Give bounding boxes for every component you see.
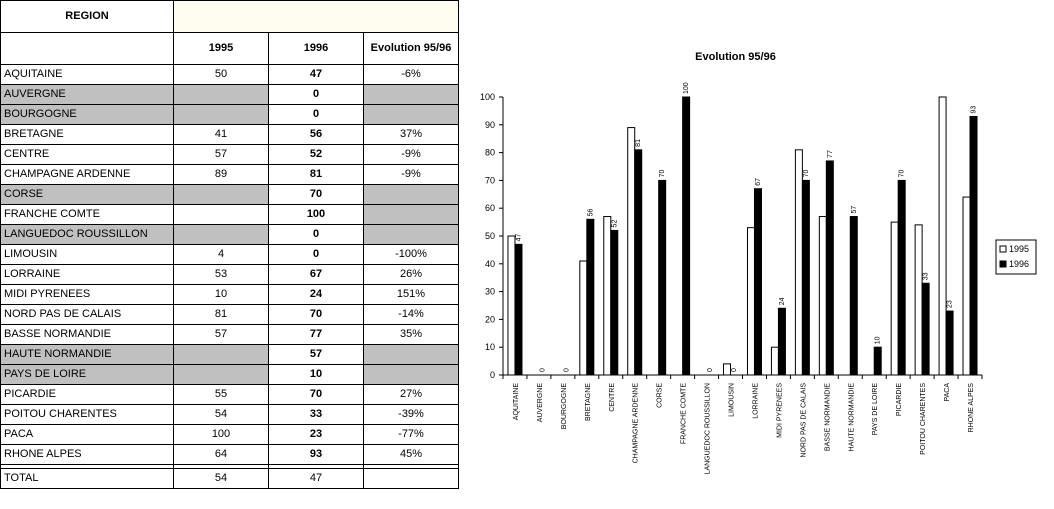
cell-1996: 0 xyxy=(269,85,364,105)
data-label-1996: 23 xyxy=(946,300,954,309)
cell-region: LORRAINE xyxy=(1,265,174,285)
cell-region: RHONE ALPES xyxy=(1,445,174,465)
header-empty xyxy=(1,33,174,65)
cell-1995: 64 xyxy=(174,445,269,465)
cell-region: CHAMPAGNE ARDENNE xyxy=(1,165,174,185)
cell-1996: 70 xyxy=(269,305,364,325)
y-tick-label: 10 xyxy=(484,342,495,353)
cell-evolution: 37% xyxy=(364,125,459,145)
bar-1995 xyxy=(771,347,778,375)
table-row xyxy=(1,205,459,225)
cell-1996: 23 xyxy=(269,425,364,445)
cell-region: NORD PAS DE CALAIS xyxy=(1,305,174,325)
total-1996: 47 xyxy=(269,469,364,489)
header-1996: 1996 xyxy=(269,33,364,65)
total-evolution xyxy=(364,469,459,489)
data-label-1996: 33 xyxy=(922,272,930,281)
cell-evolution xyxy=(364,185,459,205)
y-tick-label: 60 xyxy=(484,203,495,214)
data-label-1996: 70 xyxy=(659,169,667,178)
legend-swatch-1996 xyxy=(1000,261,1006,267)
category-label: LORRAINE xyxy=(752,383,760,419)
cell-1996: 77 xyxy=(269,325,364,345)
category-label: LANGUEDOC ROUSSILLON xyxy=(704,383,712,475)
bar-1996 xyxy=(635,150,642,375)
cell-region: FRANCHE COMTE xyxy=(1,205,174,225)
legend-label-1996: 1996 xyxy=(1009,259,1030,269)
cell-evolution: 151% xyxy=(364,285,459,305)
cell-1996: 0 xyxy=(269,245,364,265)
cell-1996: 67 xyxy=(269,265,364,285)
cell-1996: 24 xyxy=(269,285,364,305)
cell-evolution: 35% xyxy=(364,325,459,345)
bar-1996 xyxy=(802,180,809,375)
table-row xyxy=(1,385,459,405)
data-label-1996: 24 xyxy=(778,297,786,306)
cell-evolution: 45% xyxy=(364,445,459,465)
total-row xyxy=(1,469,459,489)
data-label-1996: 57 xyxy=(850,205,858,214)
table-row xyxy=(1,165,459,185)
category-label: BOURGOGNE xyxy=(560,383,568,430)
bar-1995 xyxy=(963,197,970,375)
table-row xyxy=(1,225,459,245)
header-row-region xyxy=(1,1,459,33)
bar-1996 xyxy=(874,347,881,375)
cell-evolution xyxy=(364,205,459,225)
cell-region: POITOU CHARENTES xyxy=(1,405,174,425)
table-row xyxy=(1,445,459,465)
data-label-1996: 81 xyxy=(635,139,643,147)
bar-1995 xyxy=(508,236,515,375)
bar-1995 xyxy=(819,217,826,375)
data-label-1996: 0 xyxy=(731,368,739,372)
cell-1995: 4 xyxy=(174,245,269,265)
category-label: CHAMPAGNE ARDENNE xyxy=(632,383,640,464)
bar-1995 xyxy=(628,128,635,375)
data-label-1996: 70 xyxy=(802,169,810,178)
cell-1996: 57 xyxy=(269,345,364,365)
cell-evolution: -9% xyxy=(364,145,459,165)
data-label-1996: 52 xyxy=(611,219,619,228)
category-label: PACA xyxy=(944,383,952,402)
data-label-1996: 70 xyxy=(898,169,906,178)
data-label-1996: 67 xyxy=(754,177,762,186)
cell-evolution: -14% xyxy=(364,305,459,325)
bar-1996 xyxy=(946,311,953,375)
cell-region: MIDI PYRENEES xyxy=(1,285,174,305)
cell-1996: 70 xyxy=(269,185,364,205)
cell-evolution: -39% xyxy=(364,405,459,425)
table-row xyxy=(1,325,459,345)
category-label: MIDI PYRENEES xyxy=(776,383,784,438)
cell-region: AQUITAINE xyxy=(1,65,174,85)
cell-region: BOURGOGNE xyxy=(1,105,174,125)
table-row xyxy=(1,145,459,165)
data-label-1996: 10 xyxy=(874,336,882,345)
cell-region: PAYS DE LOIRE xyxy=(1,365,174,385)
cell-1995: 53 xyxy=(174,265,269,285)
cell-evolution xyxy=(364,105,459,125)
cell-region: BRETAGNE xyxy=(1,125,174,145)
cell-region: PICARDIE xyxy=(1,385,174,405)
cell-evolution xyxy=(364,85,459,105)
table-row xyxy=(1,365,459,385)
cell-1995: 57 xyxy=(174,145,269,165)
table-row xyxy=(1,105,459,125)
cell-1995 xyxy=(174,365,269,385)
cell-1995 xyxy=(174,185,269,205)
bar-chart xyxy=(470,40,1050,505)
category-label: LIMOUSIN xyxy=(728,383,736,417)
cell-1995: 10 xyxy=(174,285,269,305)
cell-region: PACA xyxy=(1,425,174,445)
cell-region: BASSE NORMANDIE xyxy=(1,325,174,345)
bar-1995 xyxy=(795,150,802,375)
cell-1995: 100 xyxy=(174,425,269,445)
category-label: FRANCHE COMTE xyxy=(680,383,688,445)
table-row xyxy=(1,245,459,265)
cell-1996: 47 xyxy=(269,65,364,85)
cell-evolution: 26% xyxy=(364,265,459,285)
bar-1996 xyxy=(922,283,929,375)
header-evolution: Evolution 95/96 xyxy=(364,33,459,65)
y-tick-label: 50 xyxy=(484,231,495,241)
category-label: NORD PAS DE CALAIS xyxy=(800,383,808,458)
data-label-1996: 0 xyxy=(563,368,571,372)
cell-1995: 57 xyxy=(174,325,269,345)
table-row xyxy=(1,65,459,85)
category-label: HAUTE NORMANDIE xyxy=(848,383,856,452)
category-label: BASSE NORMANDIE xyxy=(824,383,832,452)
cell-region: HAUTE NORMANDIE xyxy=(1,345,174,365)
table-row xyxy=(1,345,459,365)
data-table xyxy=(0,0,459,489)
total-label: TOTAL xyxy=(1,469,174,489)
header-1995: 1995 xyxy=(174,33,269,65)
y-tick-label: 40 xyxy=(484,258,495,269)
cell-region: LIMOUSIN xyxy=(1,245,174,265)
table-row xyxy=(1,285,459,305)
y-tick-label: 100 xyxy=(479,92,495,102)
y-tick-label: 0 xyxy=(489,370,495,380)
header-blank xyxy=(174,1,459,33)
cell-1996: 70 xyxy=(269,385,364,405)
cell-1996: 81 xyxy=(269,165,364,185)
table-row xyxy=(1,125,459,145)
cell-region: CENTRE xyxy=(1,145,174,165)
cell-1996: 56 xyxy=(269,125,364,145)
bar-1996 xyxy=(515,244,522,375)
cell-1996: 0 xyxy=(269,105,364,125)
data-label-1996: 47 xyxy=(515,233,523,242)
category-label: PAYS DE LOIRE xyxy=(872,383,880,436)
bar-1995 xyxy=(580,261,587,375)
y-tick-label: 30 xyxy=(484,286,495,297)
table-row xyxy=(1,305,459,325)
cell-evolution xyxy=(364,225,459,245)
cell-region: CORSE xyxy=(1,185,174,205)
cell-evolution xyxy=(364,365,459,385)
cell-1995: 81 xyxy=(174,305,269,325)
bar-1996 xyxy=(611,230,618,375)
cell-1995 xyxy=(174,205,269,225)
cell-1996: 10 xyxy=(269,365,364,385)
data-label-1996: 0 xyxy=(707,368,715,372)
y-tick-label: 20 xyxy=(484,314,495,325)
legend-swatch-1995 xyxy=(1000,246,1006,252)
cell-1996: 33 xyxy=(269,405,364,425)
bar-1995 xyxy=(747,228,754,375)
table-row xyxy=(1,405,459,425)
category-label: PICARDIE xyxy=(896,383,904,417)
bar-1996 xyxy=(683,97,690,375)
chart-title: Evolution 95/96 xyxy=(695,51,776,63)
cell-1996: 52 xyxy=(269,145,364,165)
bar-1996 xyxy=(826,161,833,375)
y-tick-label: 90 xyxy=(484,119,495,130)
table-row xyxy=(1,425,459,445)
total-1995: 54 xyxy=(174,469,269,489)
bar-1995 xyxy=(604,217,611,375)
data-label-1996: 56 xyxy=(587,208,595,217)
category-label: CORSE xyxy=(656,383,664,408)
cell-evolution xyxy=(364,345,459,365)
cell-evolution: -77% xyxy=(364,425,459,445)
bar-1996 xyxy=(850,217,857,375)
bar-1996 xyxy=(778,308,785,375)
cell-evolution: -100% xyxy=(364,245,459,265)
cell-region: AUVERGNE xyxy=(1,85,174,105)
bar-1995 xyxy=(915,225,922,375)
cell-1995: 50 xyxy=(174,65,269,85)
legend-label-1995: 1995 xyxy=(1009,244,1030,254)
category-label: AUVERGNE xyxy=(536,383,544,423)
bar-1996 xyxy=(970,116,977,375)
header-region: REGION xyxy=(1,1,174,33)
bar-1995 xyxy=(724,364,731,375)
category-label: AQUITAINE xyxy=(512,383,520,421)
cell-region: LANGUEDOC ROUSSILLON xyxy=(1,225,174,245)
cell-evolution: -6% xyxy=(364,65,459,85)
cell-1995: 54 xyxy=(174,405,269,425)
y-tick-label: 80 xyxy=(484,147,495,158)
bar-1995 xyxy=(891,222,898,375)
table-row xyxy=(1,185,459,205)
cell-1995: 89 xyxy=(174,165,269,185)
data-label-1996: 100 xyxy=(683,82,691,94)
bar-1996 xyxy=(659,180,666,375)
data-label-1996: 0 xyxy=(539,368,547,372)
bar-1995 xyxy=(939,97,946,375)
bar-1996 xyxy=(587,219,594,375)
table-row xyxy=(1,265,459,285)
bar-1996 xyxy=(754,189,761,375)
cell-1995 xyxy=(174,225,269,245)
cell-1995: 55 xyxy=(174,385,269,405)
cell-1995 xyxy=(174,345,269,365)
region-table xyxy=(0,0,459,489)
cell-evolution: -9% xyxy=(364,165,459,185)
data-label-1996: 93 xyxy=(970,105,978,114)
cell-1995 xyxy=(174,85,269,105)
y-tick-label: 70 xyxy=(484,175,495,186)
bar-1996 xyxy=(898,180,905,375)
category-label: POITOU CHARENTES xyxy=(920,383,928,455)
cell-1996: 100 xyxy=(269,205,364,225)
category-label: BRETAGNE xyxy=(584,383,592,421)
category-label: CENTRE xyxy=(608,383,616,412)
cell-1995 xyxy=(174,105,269,125)
header-row-years xyxy=(1,33,459,65)
cell-1996: 93 xyxy=(269,445,364,465)
cell-1995: 41 xyxy=(174,125,269,145)
cell-1996: 0 xyxy=(269,225,364,245)
table-row xyxy=(1,85,459,105)
category-label: RHONE ALPES xyxy=(968,383,976,433)
cell-evolution: 27% xyxy=(364,385,459,405)
data-label-1996: 77 xyxy=(826,150,834,158)
